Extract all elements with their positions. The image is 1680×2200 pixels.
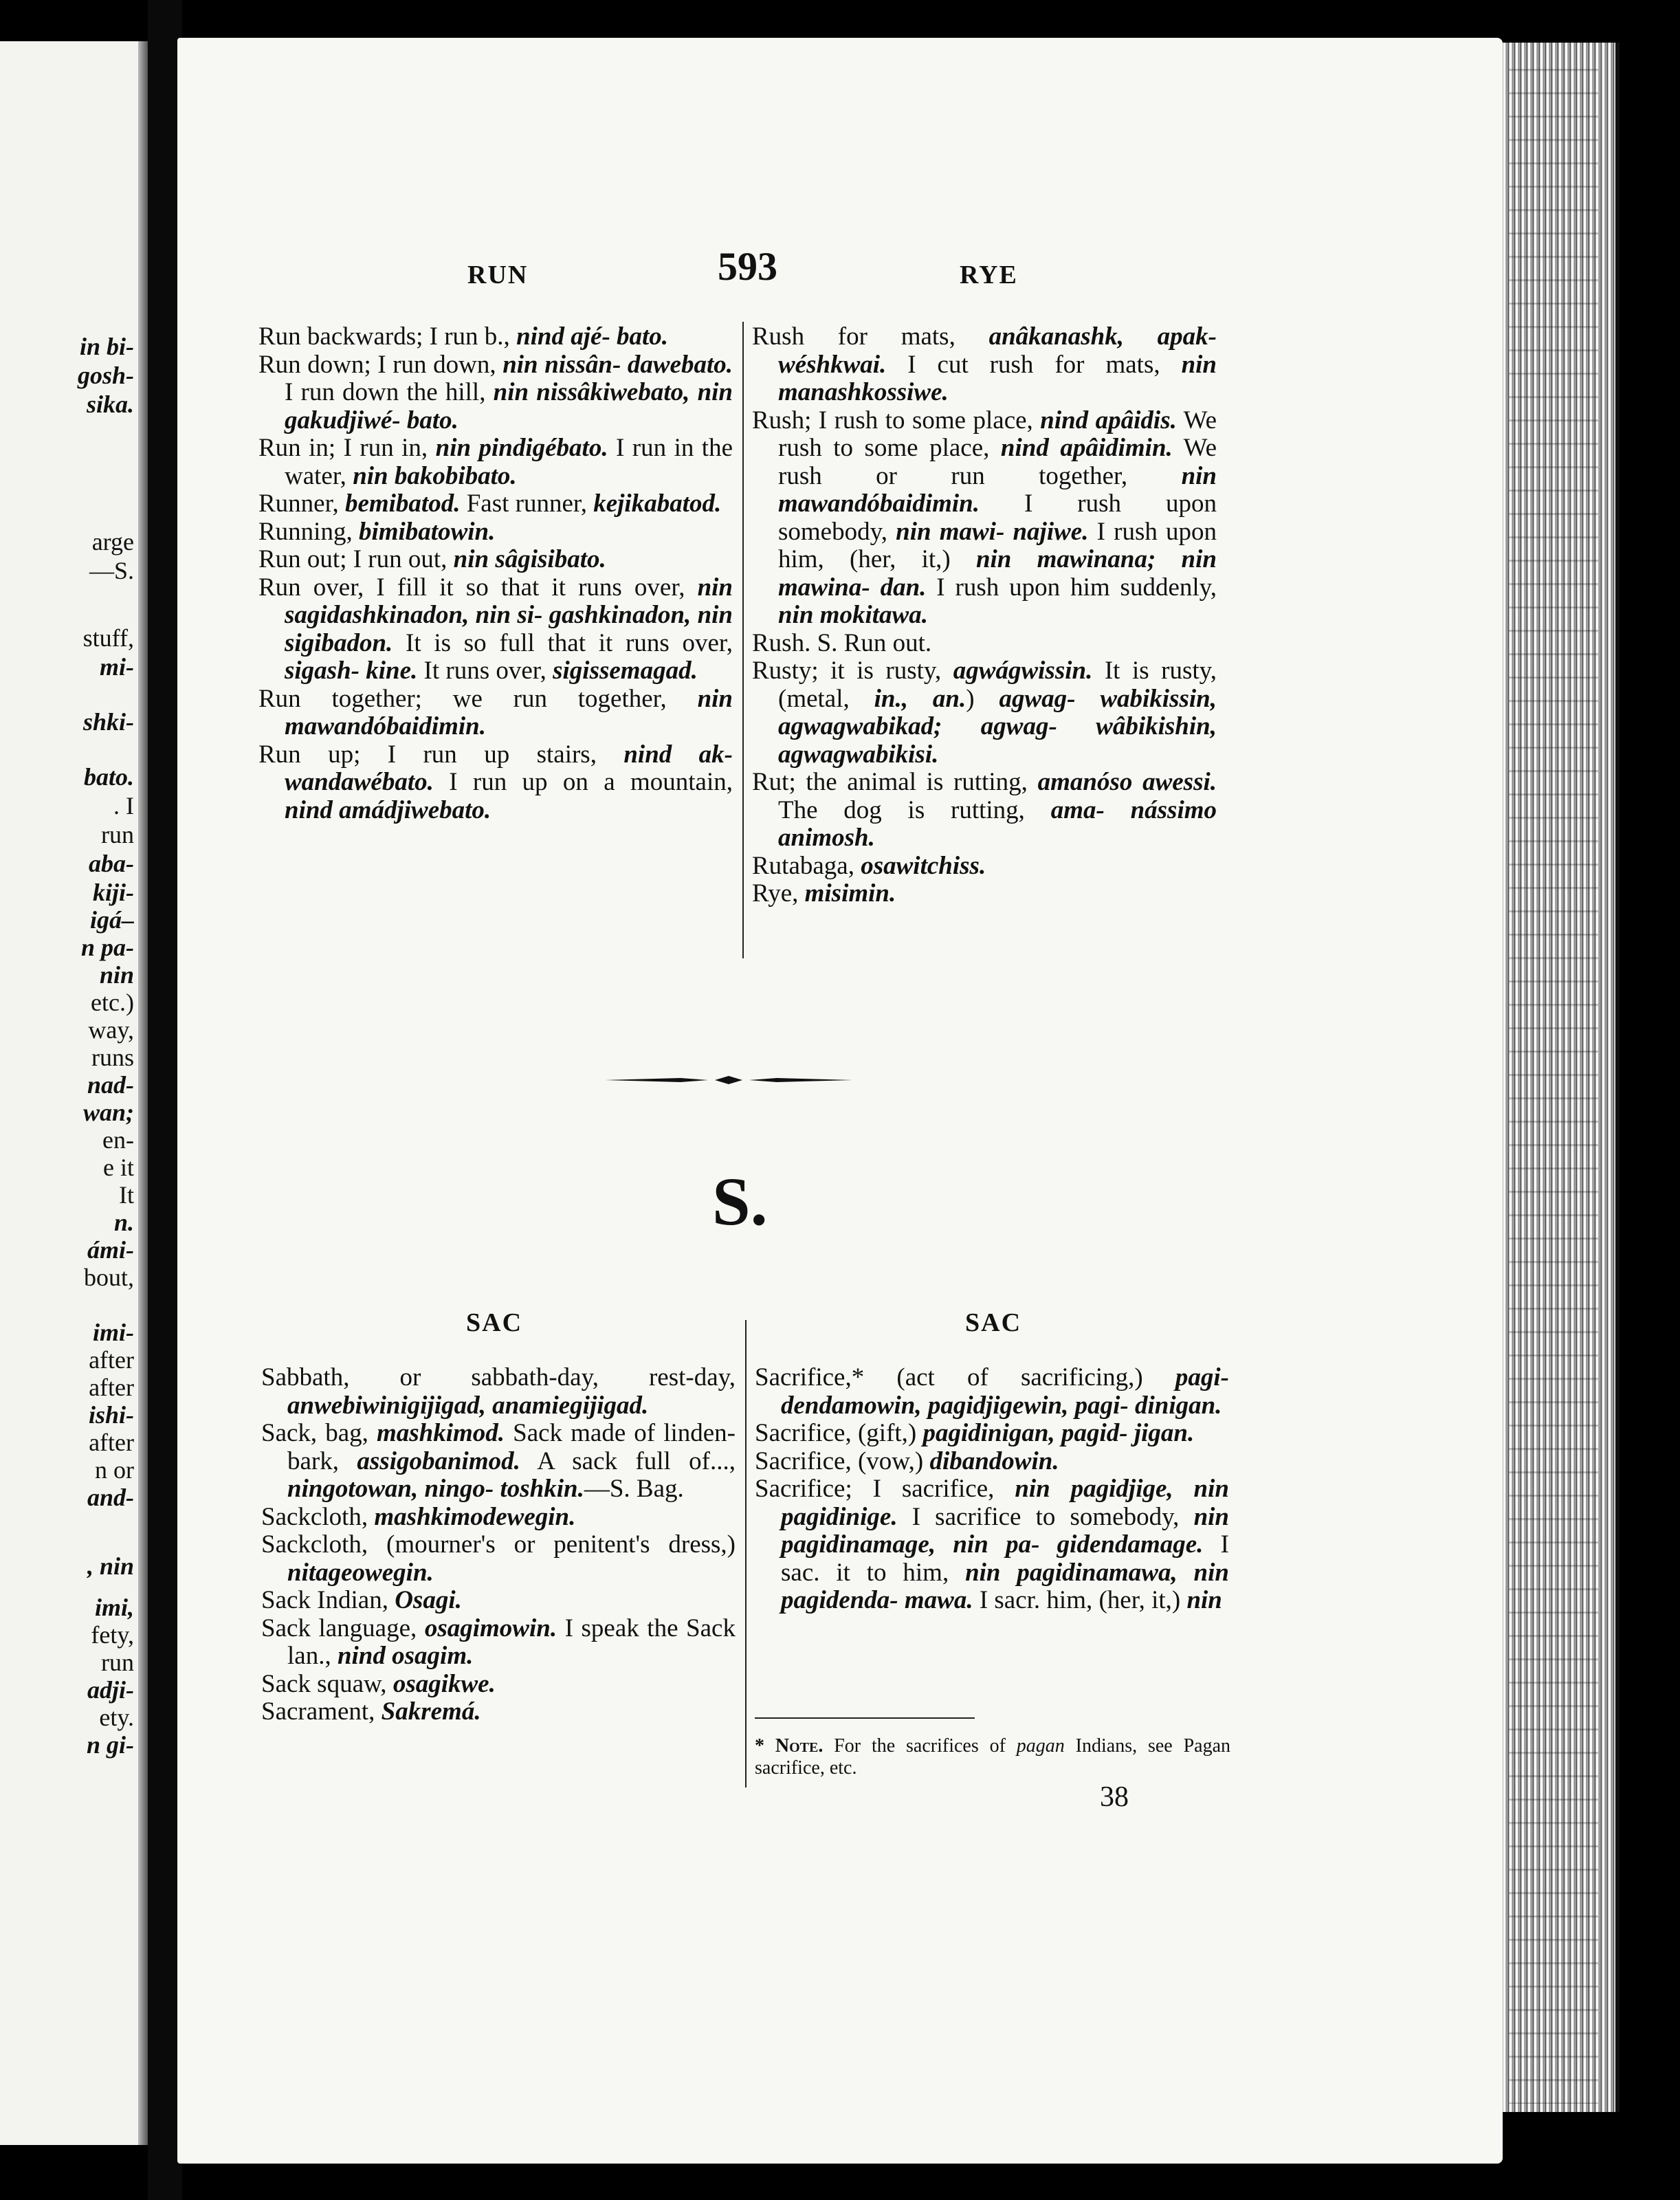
entry-translation: amanóso xyxy=(1037,768,1133,796)
left-page-line: way, xyxy=(88,1016,134,1044)
entry-translation: pagi- xyxy=(1175,1363,1229,1392)
entry-text: ) xyxy=(966,684,999,713)
entry-translation: mawa. xyxy=(904,1586,973,1614)
entry-text: Rusty; it is rusty, xyxy=(752,657,953,685)
column-top-right xyxy=(752,323,1217,908)
dictionary-entry xyxy=(752,323,1217,407)
entry-text xyxy=(1132,768,1142,796)
entry-translation: mashkimodewegin. xyxy=(374,1502,576,1531)
entry-text: The dog is rutting, xyxy=(778,795,1051,824)
entry-text: Sack language, xyxy=(261,1614,425,1642)
section-letter: S. xyxy=(712,1163,768,1240)
entry-text: I sacr. him, (her, it,) xyxy=(973,1586,1187,1614)
left-page-line: after xyxy=(89,1374,134,1401)
left-page-line: igá– xyxy=(89,906,134,934)
entry-translation: nin nissân- xyxy=(502,350,621,379)
entry-text xyxy=(401,406,407,434)
entry-text xyxy=(1129,1392,1135,1420)
dictionary-entry xyxy=(261,1698,736,1726)
entry-text: I sac. it to him, xyxy=(781,1530,1229,1587)
dictionary-entry xyxy=(258,351,733,435)
entry-translation: sigissemagad. xyxy=(553,657,698,685)
entry-translation: nind amádjiwebato. xyxy=(285,795,491,824)
entry-text: Runner, xyxy=(258,490,345,518)
entry-text: —S. Bag. xyxy=(584,1475,684,1503)
entry-translation: in., an. xyxy=(874,684,966,713)
dictionary-entry xyxy=(261,1587,736,1615)
entry-translation: ama- xyxy=(1050,795,1105,824)
footnote-text-2: Indians, see Pagan sacrifice, etc. xyxy=(755,1735,1230,1779)
dictionary-entry xyxy=(752,630,1217,658)
footnote-rule xyxy=(755,1717,975,1719)
entry-translation: nin sagidashkinadon, nin si- xyxy=(285,573,733,629)
footnote-text: For the sacrifices of xyxy=(823,1735,1017,1757)
entry-translation: agwag- xyxy=(999,684,1076,713)
left-page-line: imi, xyxy=(94,1594,134,1621)
entry-translation: misimin. xyxy=(804,879,896,908)
entry-translation: dan. xyxy=(880,573,927,602)
entry-text: Rye, xyxy=(752,879,805,908)
entry-text: Sack Indian, xyxy=(261,1586,395,1614)
entry-text: I speak the Sack lan., xyxy=(287,1614,736,1670)
entry-text: Sacrifice, (gift,) xyxy=(755,1419,923,1447)
entry-translation: nin xyxy=(697,684,733,713)
dictionary-entry xyxy=(752,880,1217,908)
entry-translation: nin pagidinamage, nin pa- xyxy=(781,1502,1229,1559)
left-page-line: n. xyxy=(113,1209,134,1236)
entry-text xyxy=(542,601,549,629)
entry-translation: dendamowin, pagidjigewin, pagi- xyxy=(781,1391,1129,1420)
entry-translation: awessi. xyxy=(1142,768,1217,796)
entry-translation: anâkanashk, apak- xyxy=(988,322,1217,351)
left-page-line: ishi- xyxy=(88,1401,134,1429)
dictionary-entry xyxy=(755,1448,1229,1476)
dictionary-entry xyxy=(258,741,733,825)
entry-translation: Osagi. xyxy=(395,1586,462,1614)
entry-translation: bemibatod. xyxy=(344,490,461,518)
entry-text xyxy=(1004,518,1013,546)
column-rule-bottom xyxy=(745,1320,747,1788)
dictionary-entry xyxy=(261,1420,736,1504)
footnote-italic: pagan xyxy=(1016,1735,1065,1757)
entry-translation: nind xyxy=(1040,406,1089,434)
entry-text: I cut rush for mats, xyxy=(886,350,1182,379)
entry-text: We rush to some place, xyxy=(778,406,1217,462)
entry-text xyxy=(1088,406,1095,434)
left-page-line: gosh- xyxy=(77,362,134,389)
page-edge-shading xyxy=(1509,48,1598,2104)
entry-translation: jigan. xyxy=(1134,1419,1195,1447)
left-page-line: nin xyxy=(99,961,134,989)
entry-text xyxy=(360,657,366,685)
dictionary-entry xyxy=(261,1531,736,1587)
left-page-line: imi- xyxy=(93,1319,134,1346)
left-page-line: arge xyxy=(91,528,134,556)
entry-text xyxy=(1128,1419,1134,1447)
entry-text: Sack made of linden-bark, xyxy=(287,1419,736,1475)
entry-text: It runs over, xyxy=(417,657,553,685)
entry-text: It is rusty, (metal, xyxy=(778,657,1217,713)
column-top-left xyxy=(258,323,733,824)
entry-translation: wandawébato. xyxy=(285,768,434,796)
entry-translation: nin mawinana; nin mawina- xyxy=(778,545,1217,602)
left-page-line: n gi- xyxy=(86,1731,134,1759)
entry-text: Sack squaw, xyxy=(261,1669,393,1698)
left-page-line: —S. xyxy=(89,557,134,584)
entry-text xyxy=(621,351,628,379)
dictionary-entry xyxy=(258,574,733,685)
dictionary-entry xyxy=(261,1364,736,1420)
entry-text: Sackcloth, (mourner's or penitent's dress,) xyxy=(261,1530,736,1559)
entry-translation: wéshkwai. xyxy=(778,350,887,379)
left-page-line: mi- xyxy=(100,653,134,681)
entry-translation: wâbikishin, agwagwabikisi. xyxy=(778,712,1217,769)
entry-translation: nin bakobibato. xyxy=(353,461,517,490)
entry-text: Rutabaga, xyxy=(752,851,861,880)
left-page-line: sika. xyxy=(86,390,134,418)
entry-text: Sacrament, xyxy=(261,1697,382,1726)
left-page-line: adji- xyxy=(87,1676,134,1704)
entry-translation: gashkinadon, nin sigibadon. xyxy=(285,601,733,657)
entry-translation: anwebiwinigijigad, anamiegijigad. xyxy=(287,1391,649,1420)
dictionary-entry xyxy=(258,518,733,547)
left-page-line: It xyxy=(119,1181,134,1209)
dictionary-entry xyxy=(755,1475,1229,1615)
left-page-line: stuff, xyxy=(82,624,134,652)
entry-translation: ningotowan, ningo- xyxy=(287,1475,494,1503)
entry-translation: dibandowin. xyxy=(929,1446,1059,1475)
entry-translation: osawitchiss. xyxy=(861,851,986,880)
page-number: 593 xyxy=(718,244,777,289)
entry-translation: dawebato. xyxy=(627,350,733,379)
entry-text: Sacrifice, (vow,) xyxy=(755,1446,930,1475)
left-page-fragment xyxy=(0,41,148,2145)
entry-translation: nind apâidimin. xyxy=(1000,434,1173,462)
entry-translation: nitageowegin. xyxy=(287,1558,434,1587)
entry-translation: bato. xyxy=(617,322,669,351)
entry-text: I run up on a mountain, xyxy=(433,768,733,796)
left-page-line: etc.) xyxy=(91,989,134,1016)
left-page-line: ety. xyxy=(99,1704,134,1731)
column-bottom-left xyxy=(261,1364,736,1726)
left-page-line: en- xyxy=(102,1126,134,1154)
entry-translation: agwágwissin. xyxy=(953,657,1093,685)
signature-mark: 38 xyxy=(1100,1781,1129,1813)
column-bottom-right xyxy=(755,1364,1229,1615)
entry-text: Run down; I run down, xyxy=(258,350,503,379)
dictionary-entry xyxy=(258,490,733,518)
entry-translation: nin pagidjige, nin pagidinige. xyxy=(781,1475,1229,1531)
column-rule-top xyxy=(742,322,744,958)
running-head-right: RYE xyxy=(960,261,1018,289)
entry-text: Sackcloth, xyxy=(261,1502,375,1531)
dictionary-entry xyxy=(752,407,1217,630)
entry-text: I sacrifice to somebody, xyxy=(897,1502,1194,1531)
entry-text: Run over, I fill it so that it runs over, xyxy=(258,573,698,602)
entry-translation: nin mokitawa. xyxy=(778,601,928,629)
entry-text: Sacrifice,* (act of sacrificing,) xyxy=(755,1363,1175,1392)
entry-text: Rush. S. Run out. xyxy=(752,628,932,657)
dictionary-entry xyxy=(752,657,1217,769)
entry-translation: nin xyxy=(1186,1586,1222,1614)
left-page-line: bato. xyxy=(83,763,134,791)
entry-translation: gidendamage. xyxy=(1057,1530,1204,1559)
entry-translation: sigash- xyxy=(285,657,360,685)
entry-text: We rush or run together, xyxy=(778,434,1217,490)
left-page-gutter xyxy=(138,41,148,2145)
entry-text: I rush upon him suddenly, xyxy=(926,573,1217,602)
dictionary-entry xyxy=(258,546,733,574)
entry-translation: osagimowin. xyxy=(424,1614,557,1642)
entry-text: Run together; we run together, xyxy=(258,684,698,713)
entry-text xyxy=(1075,685,1100,713)
dictionary-entry xyxy=(755,1420,1229,1448)
entry-translation: osagikwe. xyxy=(393,1669,496,1698)
entry-translation: dinigan. xyxy=(1134,1391,1222,1420)
left-page-line: kiji- xyxy=(93,879,134,906)
entry-text: Sack, bag, xyxy=(261,1419,377,1447)
entry-text: It is so full that it runs over, xyxy=(393,628,733,657)
subhead-right: SAC xyxy=(965,1308,1022,1337)
entry-text xyxy=(1105,796,1131,824)
entry-text: Rush; I rush to some place, xyxy=(752,406,1041,434)
left-page-line: wan; xyxy=(82,1099,134,1126)
subhead-left: SAC xyxy=(466,1308,523,1337)
entry-translation: assigobanimod. xyxy=(357,1446,520,1475)
entry-text: I rush upon somebody, xyxy=(778,490,1217,546)
entry-text: I run down the hill, xyxy=(285,378,494,406)
footnote-marker: * Note. xyxy=(755,1735,824,1757)
entry-text: Run in; I run in, xyxy=(258,434,436,462)
entry-translation: toshkin. xyxy=(500,1475,584,1503)
left-page-line: e it xyxy=(103,1154,134,1181)
left-page-line: bout, xyxy=(83,1264,134,1291)
entry-translation: wabikissin, agwagwabikad; agwag- xyxy=(778,684,1217,740)
dictionary-entry xyxy=(261,1671,736,1699)
entry-text: Run out; I run out, xyxy=(258,545,454,573)
entry-translation: nin manashkossiwe. xyxy=(778,350,1217,406)
entry-translation: mawandóbaidimin. xyxy=(285,712,486,740)
entry-text: Sabbath, or sabbath-day, rest-day, xyxy=(261,1363,736,1392)
left-page-line: nad- xyxy=(87,1071,134,1099)
entry-translation: kine. xyxy=(366,657,418,685)
entry-text xyxy=(898,1586,905,1614)
dictionary-entry xyxy=(261,1504,736,1532)
entry-text xyxy=(1039,1530,1057,1559)
left-page-line: run xyxy=(101,1649,134,1676)
entry-text xyxy=(870,573,881,602)
section-ornament xyxy=(605,1075,852,1085)
entry-translation: najiwe. xyxy=(1013,517,1089,546)
footnote xyxy=(755,1735,1230,1779)
left-page-line: n or xyxy=(95,1456,134,1484)
left-page-line: after xyxy=(89,1346,134,1374)
entry-translation: nin sâgisibato. xyxy=(453,545,606,573)
entry-text: Running, xyxy=(258,517,359,546)
dictionary-entry xyxy=(752,852,1217,881)
entry-translation: nind ajé- xyxy=(516,322,610,351)
dictionary-entry xyxy=(258,685,733,741)
entry-translation: pagidinigan, pagid- xyxy=(922,1419,1128,1447)
entry-translation: apâidis. xyxy=(1095,406,1177,434)
entry-translation: mashkimod. xyxy=(376,1419,505,1447)
entry-translation: nin mawandóbaidimin. xyxy=(778,461,1217,518)
entry-text: Run backwards; I run b., xyxy=(258,322,517,351)
left-page-line: . I xyxy=(113,792,134,820)
entry-translation: nind ak- xyxy=(623,740,733,769)
left-page-line: fety, xyxy=(91,1621,134,1649)
entry-translation: nin mawi- xyxy=(896,517,1005,546)
entry-text: Run up; I run up stairs, xyxy=(258,740,624,769)
entry-translation: nin nissâkiwebato, nin gakudjiwé- xyxy=(285,378,733,434)
entry-translation: bimibatowin. xyxy=(358,517,496,546)
left-page-line: runs xyxy=(91,1044,134,1071)
entry-text xyxy=(1057,712,1096,740)
left-page-line: and- xyxy=(87,1484,134,1511)
entry-translation: nin pagidinamawa, nin pagidenda- xyxy=(781,1558,1229,1614)
left-page-line: aba- xyxy=(89,850,134,877)
entry-text: A sack full of..., xyxy=(520,1446,736,1475)
left-page-line: run xyxy=(101,821,134,848)
entry-text: Fast runner, xyxy=(460,490,594,518)
running-head-left: RUN xyxy=(467,261,529,289)
entry-translation: Sakremá. xyxy=(381,1697,481,1726)
entry-translation: nássimo animosh. xyxy=(778,795,1217,852)
entry-translation: nind osagim. xyxy=(337,1642,474,1670)
left-page-line: after xyxy=(89,1429,134,1456)
entry-text: I run in the water, xyxy=(285,434,733,490)
entry-text xyxy=(610,322,617,351)
left-page-line: ámi- xyxy=(87,1236,134,1264)
dictionary-entry xyxy=(752,769,1217,852)
dictionary-entry xyxy=(258,434,733,490)
entry-text: Rut; the animal is rutting, xyxy=(752,768,1038,796)
left-page-line: in bi- xyxy=(79,333,134,360)
entry-translation: bato. xyxy=(406,406,458,434)
left-page-line: shki- xyxy=(82,708,134,736)
dictionary-entry xyxy=(755,1364,1229,1420)
entry-translation: kejikabatod. xyxy=(593,490,722,518)
dictionary-entry xyxy=(258,323,733,351)
entry-translation: nin pindigébato. xyxy=(435,434,608,462)
dictionary-entry xyxy=(261,1615,736,1671)
left-page-line: , nin xyxy=(87,1552,134,1580)
entry-text: Sacrifice; I sacrifice, xyxy=(755,1475,1015,1503)
left-page-line: n pa- xyxy=(80,934,134,961)
entry-text: Rush for mats, xyxy=(752,322,989,351)
entry-text: I rush upon him, (her, it,) xyxy=(778,517,1217,573)
